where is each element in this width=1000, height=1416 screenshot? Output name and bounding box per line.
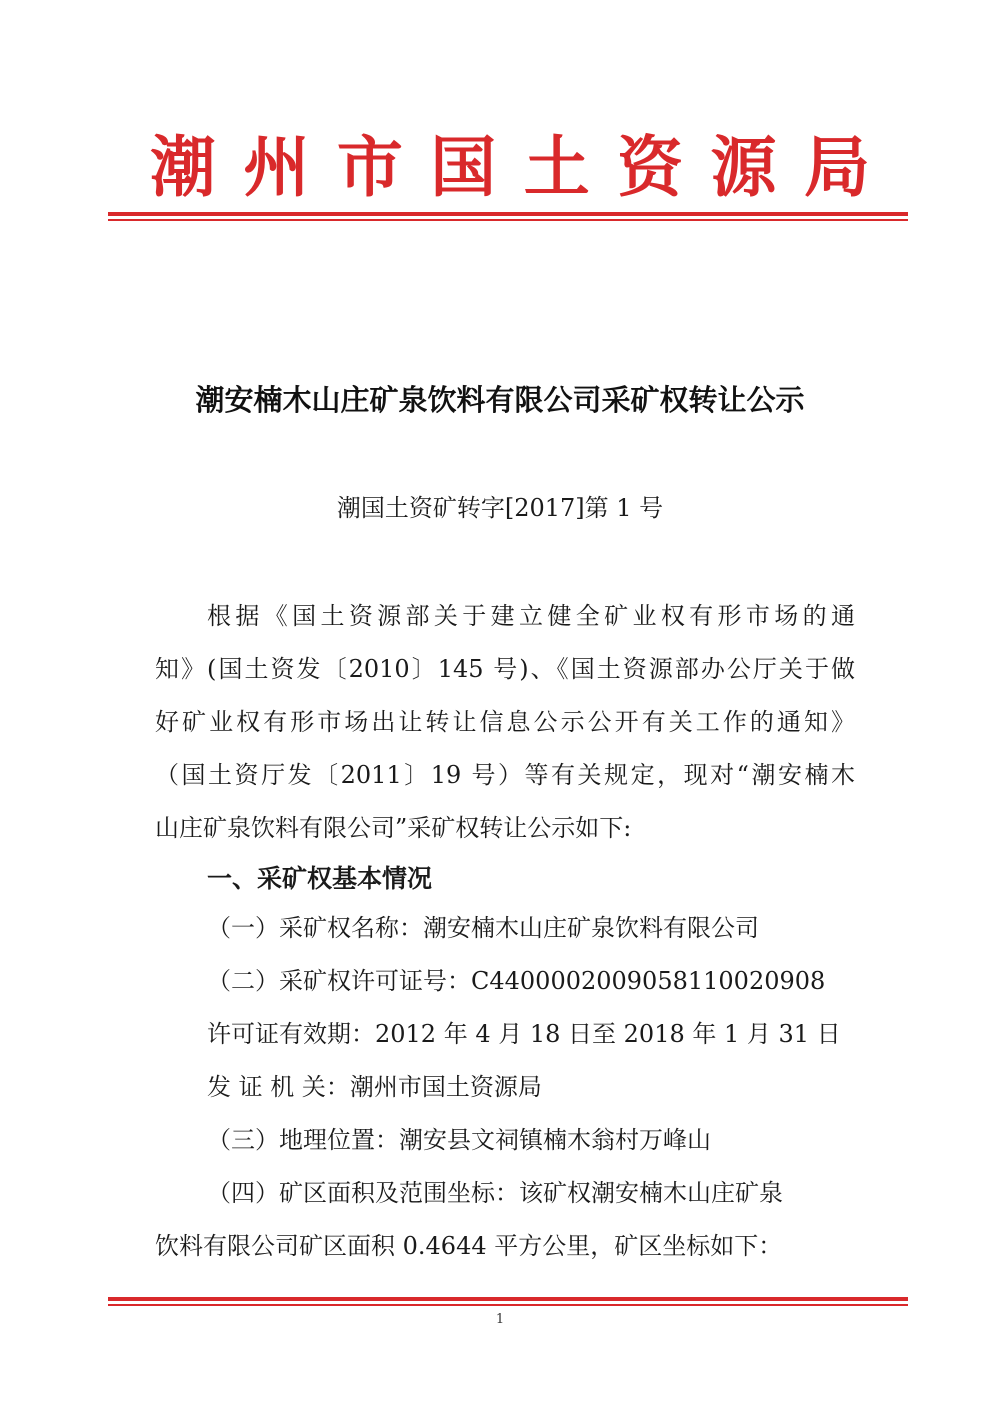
document-title: 潮安楠木山庄矿泉饮料有限公司采矿权转让公示: [195, 383, 805, 417]
item-issuing-authority: 发 证 机 关：潮州市国土资源局: [207, 1073, 542, 1101]
paragraph-line: 根据《国土资源部关于建立健全矿业权有形市场的通: [207, 602, 855, 630]
agency-letterhead: [150, 128, 870, 208]
section-heading: 一、采矿权基本情况: [207, 864, 433, 893]
letterhead-char: 源: [710, 129, 777, 206]
letterhead-char: 市: [336, 129, 403, 206]
letterhead-char: 土: [523, 129, 590, 206]
letterhead-char: 州: [243, 129, 310, 206]
letterhead-char: 资: [617, 129, 684, 206]
item-area-line: （四）矿区面积及范围坐标：该矿权潮安楠木山庄矿泉: [207, 1179, 783, 1207]
item-license-validity: 许可证有效期：2012 年 4 月 18 日至 2018 年 1 月 31 日: [207, 1020, 841, 1048]
header-divider-thick: [108, 212, 908, 216]
paragraph-line: 好矿业权有形市场出让转让信息公示公开有关工作的通知》: [155, 708, 855, 736]
header-divider: [108, 212, 908, 221]
intro-paragraph: [155, 590, 855, 855]
letterhead-char: 国: [430, 129, 497, 206]
item-area-line: 饮料有限公司矿区面积 0.4644 平方公里，矿区坐标如下：: [155, 1232, 783, 1260]
footer-divider-thick: [108, 1297, 908, 1301]
paragraph-line: （国土资厅发〔2011〕19 号）等有关规定，现对“潮安楠木: [155, 761, 855, 789]
letterhead-char: 局: [803, 129, 870, 206]
letterhead-char: 潮: [150, 129, 216, 206]
document-number: 潮国土资矿转字[2017]第 1 号: [336, 494, 664, 522]
header-divider-thin: [108, 219, 908, 221]
paragraph-line: 知》(国土资发〔2010〕145 号)、《国土资源部办公厅关于做: [155, 655, 855, 683]
item-location: （三）地理位置：潮安县文祠镇楠木翁村万峰山: [207, 1126, 711, 1154]
item-license-number: （二）采矿权许可证号：C4400002009058110020908: [207, 967, 826, 995]
footer-divider: [108, 1297, 908, 1306]
page-number: 1: [495, 1312, 505, 1327]
footer-divider-thin: [108, 1304, 908, 1306]
item-mining-right-name: （一）采矿权名称：潮安楠木山庄矿泉饮料有限公司: [207, 914, 759, 942]
paragraph-line: 山庄矿泉饮料有限公司”采矿权转让公示如下:: [155, 814, 632, 842]
